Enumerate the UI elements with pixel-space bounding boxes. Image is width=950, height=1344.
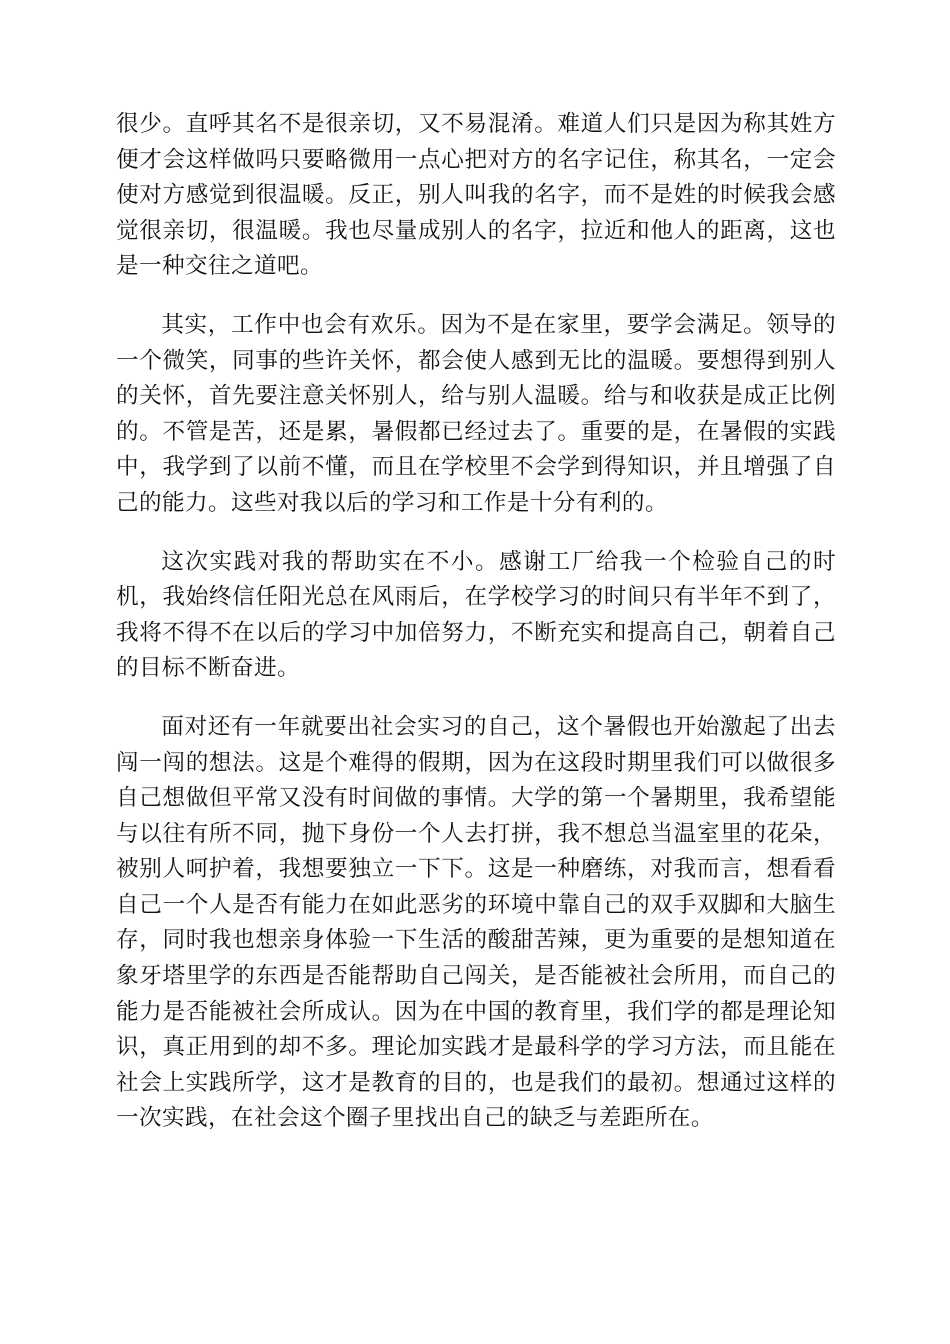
paragraph-2: 其实，工作中也会有欢乐。因为不是在家里，要学会满足。领导的一个微笑，同事的些许关怀，都会使人感到无比的温暖。要想得到别人的关怀，首先要注意关怀别人，给与别人温暖。给与和收获是成正比例的。不管是苦，还是累，暑假都已经过去了。重要的是，在暑假的实践中，我学到了以前不懂，而且在学校里不会学到得知识，并且增强了自己的能力。这些对我以后的学习和工作是十分有利的。 (116, 311, 836, 516)
paragraph-4: 面对还有一年就要出社会实习的自己，这个暑假也开始激起了出去闯一闯的想法。这是个难得的假期，因为在这段时期里我们可以做很多自己想做但平常又没有时间做的事情。大学的第一个暑期里，我希望能与以往有所不同，抛下身份一个人去打拼，我不想总当温室里的花朵，被别人呵护着，我想要独立一下下。这是一种磨练，对我而言，想看看自己一个人是否有能力在如此恶劣的环境中靠自己的双手双脚和大脑生存，同时我也想亲身体验一下生活的酸甜苦辣，更为重要的是想知道在象牙塔里学的东西是否能帮助自己闯关，是否能被社会所用，而自己的能力是否能被社会所成认。因为在中国的教育里，我们学的都是理论知识，真正用到的却不多。理论加实践才是最科学的学习方法，而且能在社会上实践所学，这才是教育的目的，也是我们的最初。想通过这样的一次实践，在社会这个圈子里找出自己的缺乏与差距所在。 (116, 713, 836, 1132)
paragraph-1: 很少。直呼其名不是很亲切，又不易混淆。难道人们只是因为称其姓方便才会这样做吗只要略微用一点心把对方的名字记住，称其名，一定会使对方感觉到很温暖。反正，别人叫我的名字，而不是姓的时候我会感觉很亲切，很温暖。我也尽量成别人的名字，拉近和他人的距离，这也是一种交往之道吧。 (116, 111, 836, 280)
paragraph-3: 这次实践对我的帮助实在不小。感谢工厂给我一个检验自己的时机，我始终信任阳光总在风雨后，在学校学习的时间只有半年不到了，我将不得不在以后的学习中加倍努力，不断充实和提高自己，朝着自己的目标不断奋进。 (116, 548, 836, 682)
document-body (116, 107, 836, 1160)
